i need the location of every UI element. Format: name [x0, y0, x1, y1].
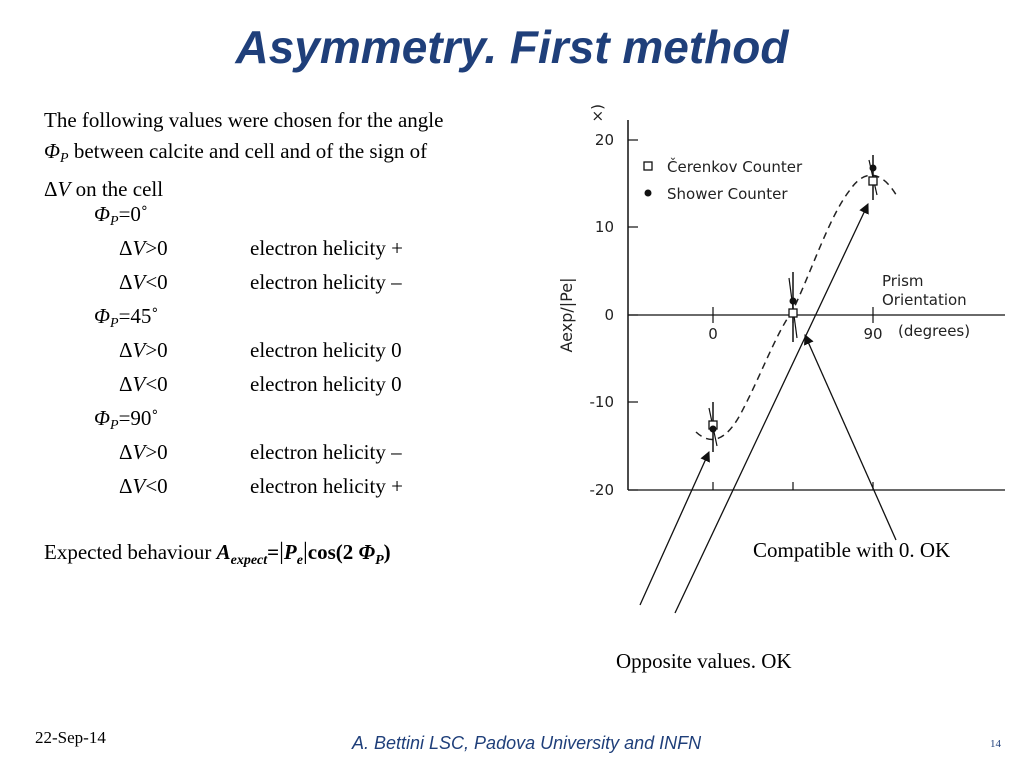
case-angle-45: ΦP=45˚ [94, 304, 159, 331]
axis-note-orientation: Orientation [882, 291, 967, 309]
y-tick-label: 10 [594, 218, 614, 236]
y-tick-label: -20 [589, 481, 614, 499]
y-tick-label: 20 [594, 131, 614, 149]
footer-date: 22-Sep-14 [35, 728, 106, 747]
y-unit-label: (× [589, 104, 607, 123]
intro-line-3: ΔV on the cell [44, 177, 164, 201]
y-tick-label: -10 [589, 393, 614, 411]
caption-compatible: Compatible with 0. OK [753, 538, 951, 562]
arrow-compatible [805, 335, 896, 540]
case-angle-0: ΦP=0˚ [94, 202, 148, 229]
slide-title: Asymmetry. First method [235, 21, 789, 73]
axis-note-prism: Prism [882, 272, 924, 290]
arrow-opposite-left [640, 452, 709, 605]
caption-opposite: Opposite values. OK [616, 649, 792, 673]
footer-author: A. Bettini LSC, Padova University and INFN [352, 733, 702, 753]
intro-line-1: The following values were chosen for the angle [44, 108, 444, 132]
case-angle-90: ΦP=90˚ [94, 406, 159, 433]
x-unit-label: (degrees) [898, 322, 971, 340]
y-axis-label: Aexp/|Pe| [557, 277, 576, 353]
expected-behaviour: Expected behaviour $A_{expect}=|P_e|\cos(2$ $\Phi_P$) [44, 539, 391, 568]
legend-label-cerenkov: Čerenkov Counter [667, 158, 803, 176]
legend-open-square-marker [644, 162, 652, 170]
x-tick-label: 90 [863, 325, 883, 343]
x-tick-label: 0 [708, 325, 718, 343]
intro-line-2: ΦP between calcite and cell and of the sign of [44, 139, 428, 166]
page-number: 14 [990, 738, 1001, 750]
legend-label-shower: Shower Counter [667, 185, 788, 203]
y-tick-label: 0 [604, 306, 614, 324]
intro-text [44, 105, 539, 205]
